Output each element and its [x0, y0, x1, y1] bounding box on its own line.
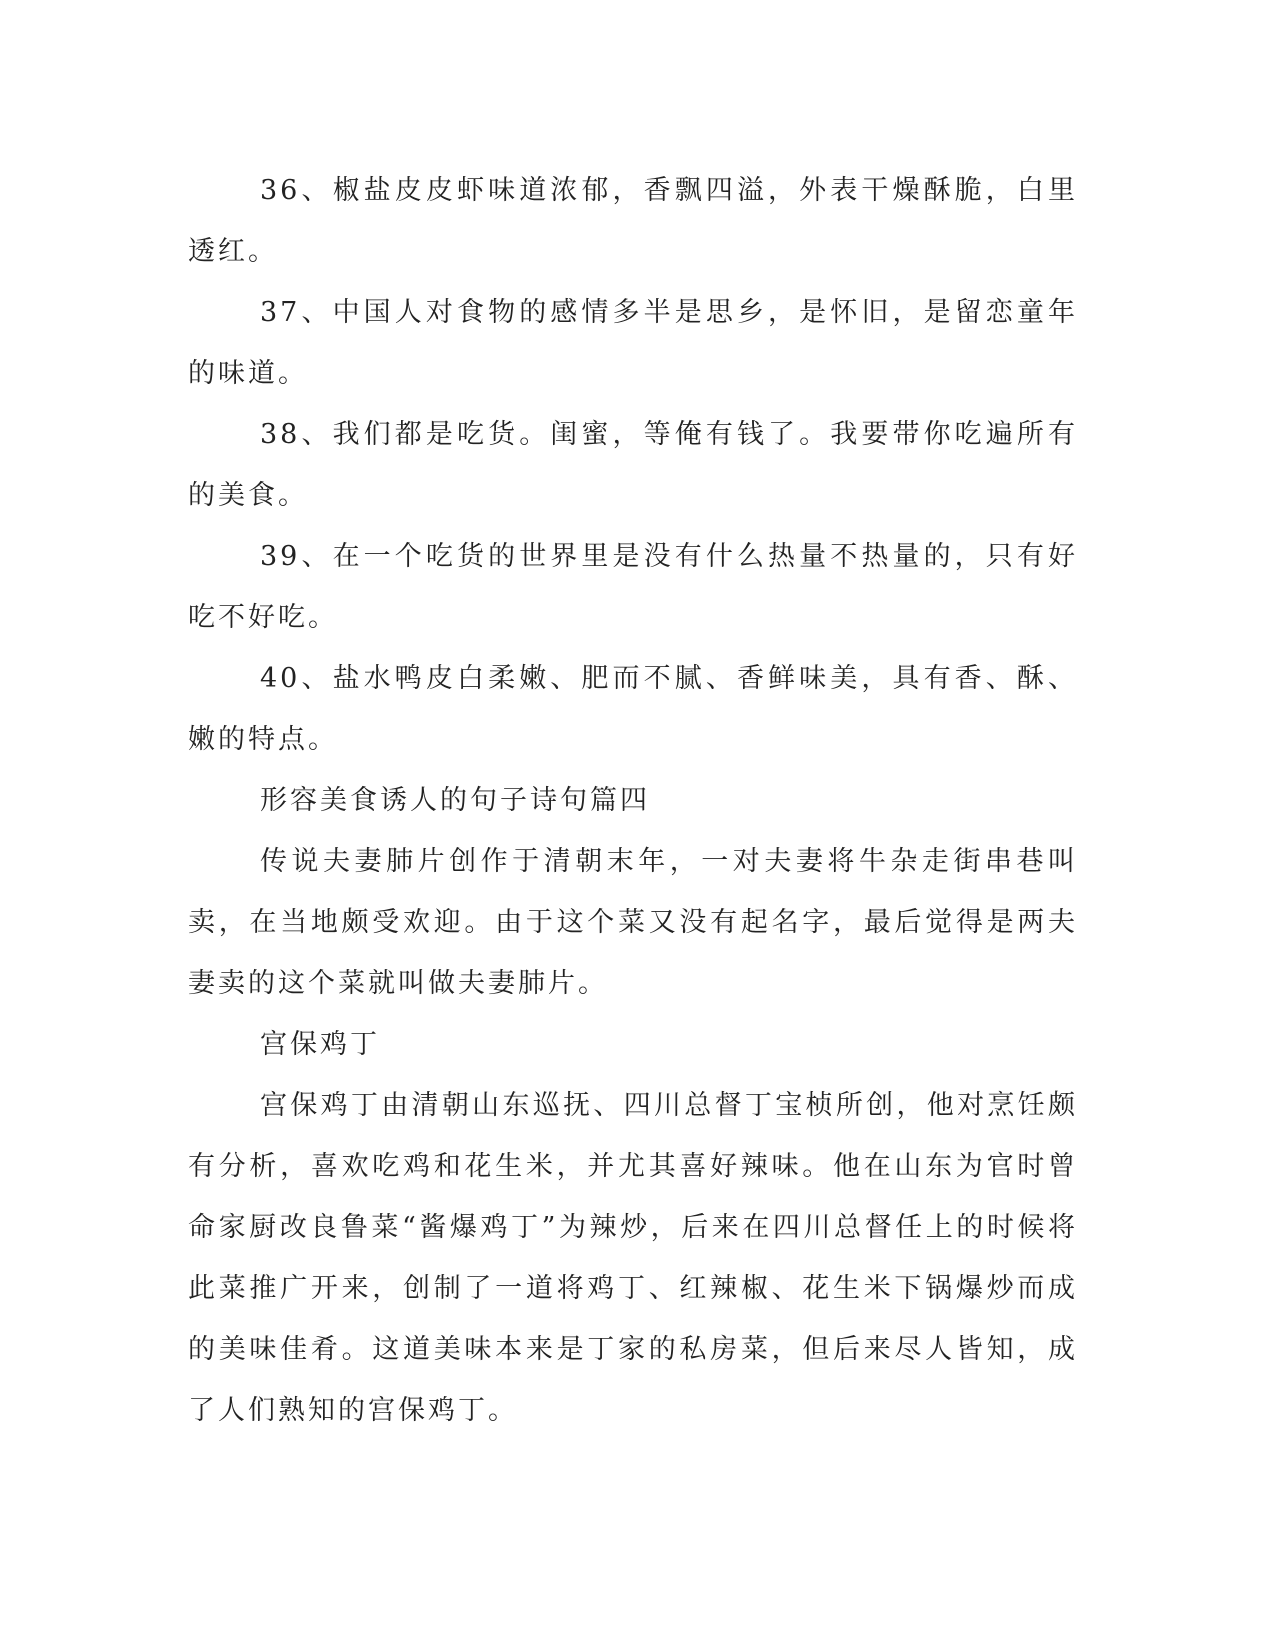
paragraph-40: 40、盐水鸭皮白柔嫩、肥而不腻、香鲜味美，具有香、酥、嫩的特点。: [188, 663, 1078, 755]
paragraph-38: 38、我们都是吃货。闺蜜，等俺有钱了。我要带你吃遍所有的美食。: [188, 419, 1078, 511]
section-heading: 形容美食诱人的句子诗句篇四: [260, 785, 650, 816]
paragraph-39: 39、在一个吃货的世界里是没有什么热量不热量的，只有好吃不好吃。: [188, 541, 1078, 633]
paragraph-gongbao-jiding: 宫保鸡丁由清朝山东巡抚、四川总督丁宝桢所创，他对烹饪颇有分析，喜欢吃鸡和花生米，并尤其喜好辣味。他在山东为官时曾命家厨改良鲁菜“酱爆鸡丁”为辣炒，后来在四川总督任上的时候将此菜推广开来，创制了一道将鸡丁、红辣椒、花生米下锅爆炒而成的美味佳肴。这道美味本来是丁家的私房菜，但后来尽人皆知，成了人们熟知的宫保鸡丁。: [188, 1090, 1078, 1426]
paragraph-fuqi-feipian: 传说夫妻肺片创作于清朝末年，一对夫妻将牛杂走街串巷叫卖，在当地颇受欢迎。由于这个菜又没有起名字，最后觉得是两夫妻卖的这个菜就叫做夫妻肺片。: [188, 846, 1078, 999]
paragraph-36: 36、椒盐皮皮虾味道浓郁，香飘四溢，外表干燥酥脆，白里透红。: [188, 175, 1078, 267]
subheading-gongbao-jiding: 宫保鸡丁: [260, 1029, 380, 1060]
paragraph-37: 37、中国人对食物的感情多半是思乡，是怀旧，是留恋童年的味道。: [188, 297, 1078, 389]
document-body: [188, 160, 1078, 1441]
